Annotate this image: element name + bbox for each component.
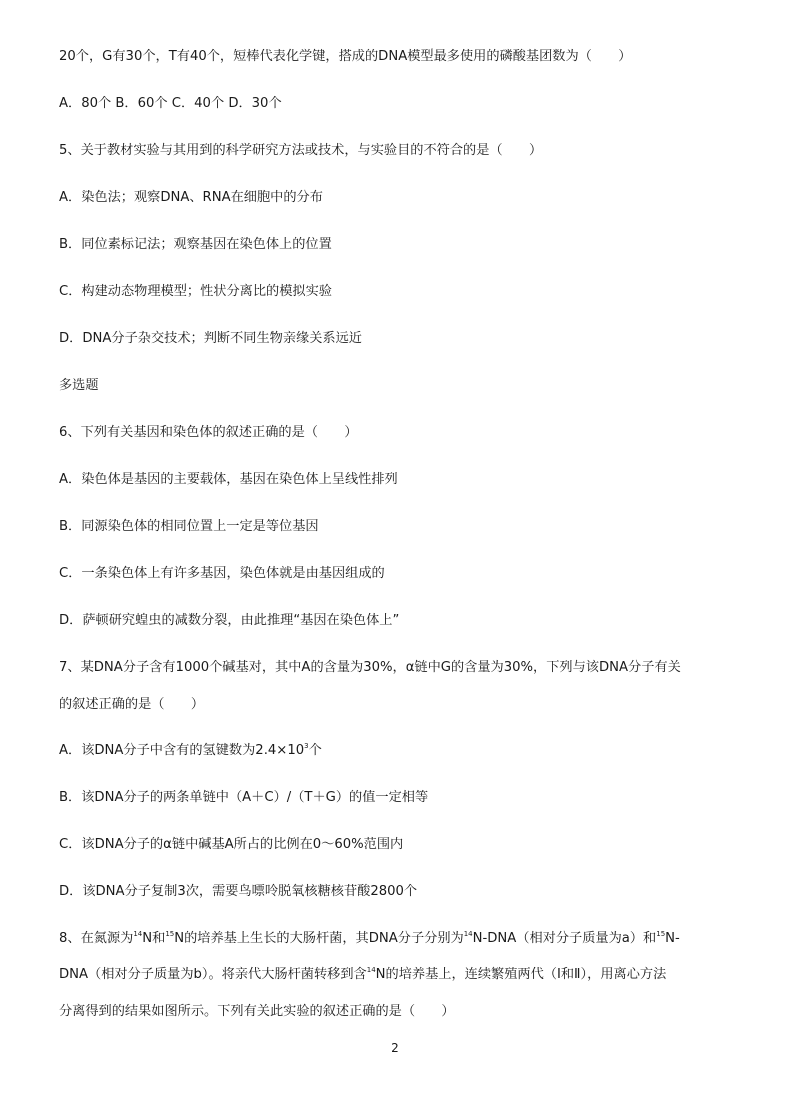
q8-stem-line-2: DNA（相对分子质量为b）。将亲代大肠杆菌转移到含$^{14}$N的培养基上，连续繁殖两代（Ⅰ和Ⅱ），用离心方法 bbox=[59, 966, 667, 982]
q5-option-d: D．DNA分子杂交技术；判断不同生物亲缘关系远近 bbox=[59, 331, 362, 346]
q6-option-d: D．萨顿研究蝗虫的减数分裂，由此推理“基因在染色体上” bbox=[59, 613, 400, 628]
q5-option-a: A．染色法；观察DNA、RNA在细胞中的分布 bbox=[59, 190, 323, 205]
q8-stem: 8、在氮源为$^{14}$N和$^{15}$N的培养基上生长的大肠杆菌，其DNA分子分别为$^{14}$N-DNA（相对分子质量为a）和$^{15}$N- bbox=[59, 930, 680, 946]
superscript: 15 bbox=[656, 930, 666, 938]
q6-option-c: C．一条染色体上有许多基因，染色体就是由基因组成的 bbox=[59, 566, 385, 581]
q7-option-a: A．该DNA分子中含有的氢键数为$2.4\times 10^3$个 bbox=[59, 742, 322, 758]
q4-stem-continuation: 20个，G有30个，T有40个，短棒代表化学键，搭成的DNA模型最多使用的磷酸基团数为（ ） bbox=[59, 49, 632, 64]
superscript: 14 bbox=[366, 966, 376, 974]
page-number: 2 bbox=[391, 1041, 399, 1055]
superscript: 15 bbox=[165, 930, 175, 938]
q8-stem-line-3: 分离得到的结果如图所示。下列有关此实验的叙述正确的是（ ） bbox=[59, 1004, 455, 1019]
q6-stem: 6、下列有关基因和染色体的叙述正确的是（ ） bbox=[59, 425, 358, 440]
superscript: 14 bbox=[133, 930, 143, 938]
q5-option-c: C．构建动态物理模型；性状分离比的模拟实验 bbox=[59, 284, 332, 299]
q5-stem: 5、关于教材实验与其用到的科学研究方法或技术，与实验目的不符合的是（ ） bbox=[59, 143, 543, 158]
q6-option-b: B．同源染色体的相同位置上一定是等位基因 bbox=[59, 519, 319, 534]
q5-option-b: B．同位素标记法；观察基因在染色体上的位置 bbox=[59, 237, 332, 252]
q6-option-a: A．染色体是基因的主要载体，基因在染色体上呈线性排列 bbox=[59, 472, 398, 487]
q7-option-c: C．该DNA分子的α链中碱基A所占的比例在0～60%范围内 bbox=[59, 837, 404, 852]
q7-option-b: B．该DNA分子的两条单链中（A＋C）/（T＋G）的值一定相等 bbox=[59, 790, 429, 805]
superscript: 14 bbox=[463, 930, 473, 938]
q7-stem: 7、某DNA分子含有1000个碱基对，其中A的含量为30%，α链中G的含量为30%，下列与该DNA分子有关 bbox=[59, 660, 681, 675]
section-heading-multiple-choice: 多选题 bbox=[59, 378, 99, 393]
superscript: 3 bbox=[304, 742, 309, 750]
q4-options: A．80个 B．60个 C．40个 D．30个 bbox=[59, 96, 282, 111]
q7-option-d: D．该DNA分子复制3次，需要鸟嘌呤脱氧核糖核苷酸2800个 bbox=[59, 884, 418, 899]
q7-stem-continuation: 的叙述正确的是（ ） bbox=[59, 697, 205, 712]
